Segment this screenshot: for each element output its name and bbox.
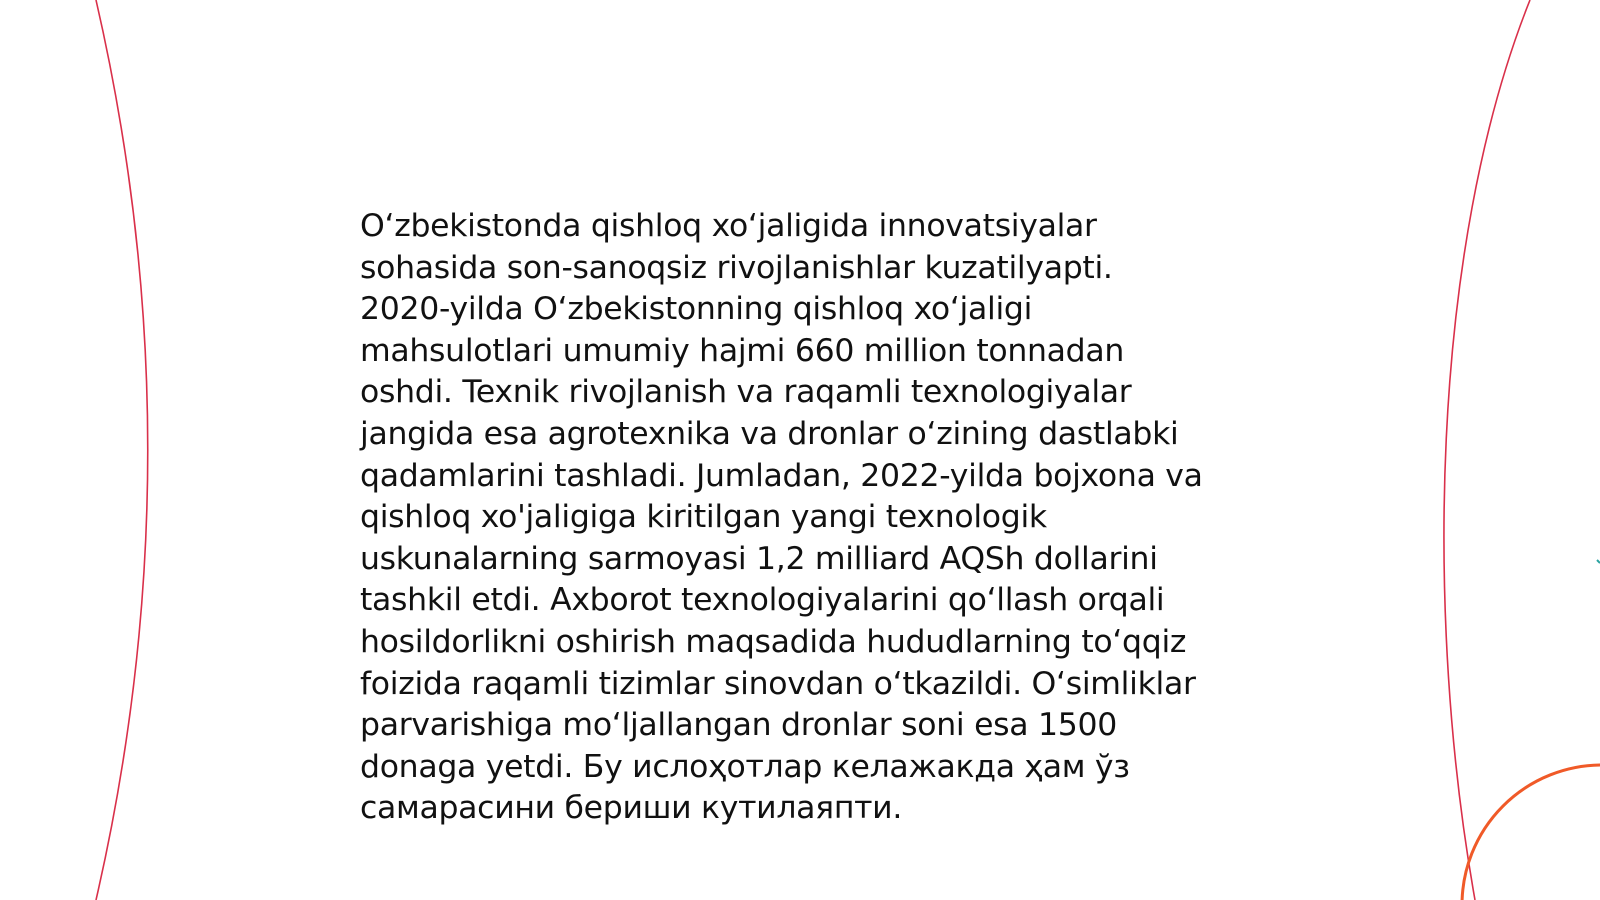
slide-body-paragraph: O‘zbekistonda qishloq xo‘jaligida innovatsiyalar sohasida son-sanoqsiz rivojlanishlar kuzatilyapti. 2020-yilda O‘zbekistonning qishloq xo‘jaligi mahsulotlari umumiy hajmi 660 million tonnadan oshdi. Texnik rivojlanish va raqamli texnologiyalar jangida esa agrotexnika va dronlar o‘zining dastlabki qadamlarini tashladi. Jumladan, 2022-yilda bojxona va qishloq xo'jaligiga kiritilgan yangi texnologik uskunalarning sarmoyasi 1,2 milliard AQSh dollarini tashkil etdi. Axborot texnologiyalarini qo‘llash orqali hosildorlikni oshirish maqsadida hududlarning to‘qqiz foizida raqamli tizimlar sinovdan o‘tkazildi. O‘simliklar parvarishiga mo‘ljallangan dronlar soni esa 1500 donaga yetdi. Бу ислоҳотлар келажакда ҳам ўз самарасини бериши кутилаяпти.	[360, 208, 1203, 827]
orange-circle	[1462, 765, 1600, 900]
left-arc	[96, 0, 148, 900]
right-arc	[1444, 0, 1530, 900]
